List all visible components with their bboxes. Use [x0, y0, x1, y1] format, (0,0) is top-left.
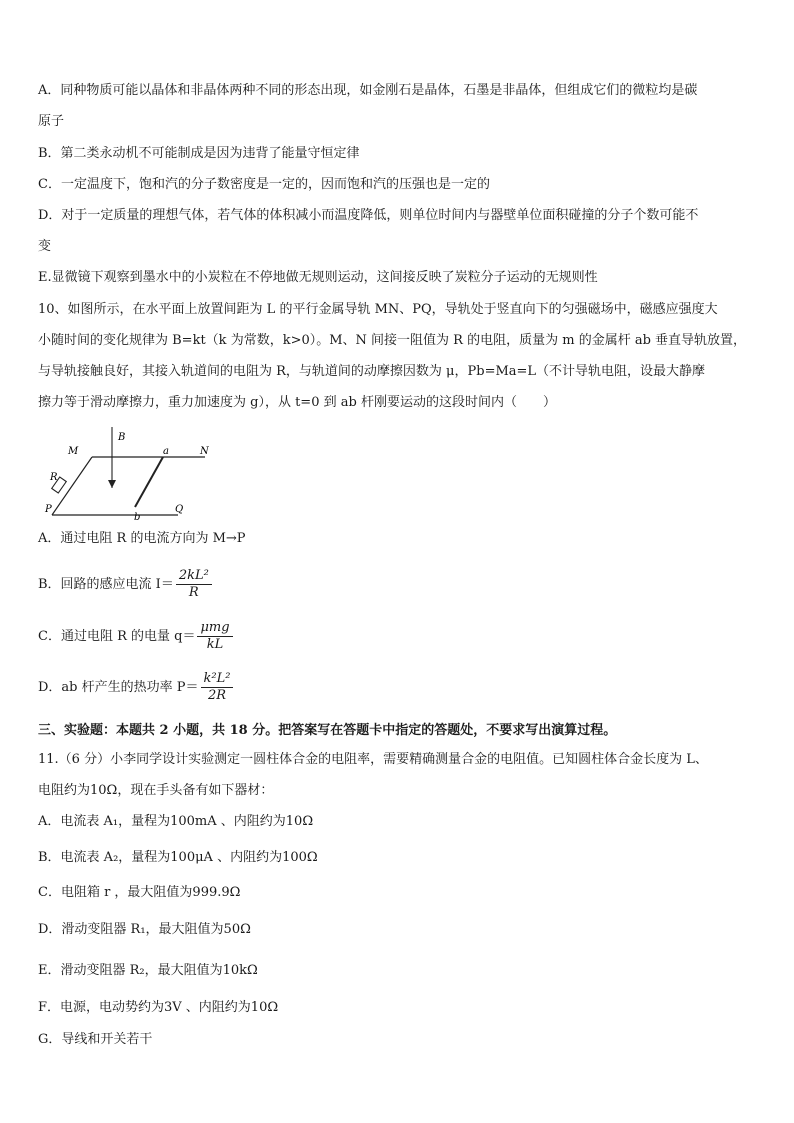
q10-figure: [40, 422, 230, 522]
fraction-numerator: 2kL²: [176, 568, 212, 585]
q9-option-e: E.显微镜下观察到墨水中的小炭粒在不停地做无规则运动，这间接反映了炭粒分子运动的无规则性: [38, 270, 598, 285]
q10-option-c-text: C．通过电阻 R 的电量 q＝: [38, 629, 196, 644]
q10-stem-line2: 小随时间的变化规律为 B=kt（k 为常数，k>0）。M、N 间接一阻值为 R 的电阻，质量为 m 的金属杆 ab 垂直导轨放置，: [38, 333, 747, 348]
q10-option-b: [38, 568, 758, 602]
section-3-heading: 三、实验题：本题共 2 小题，共 18 分。把答案写在答题卡中指定的答题处，不要求写出演算过程。: [38, 723, 617, 738]
figure-label-a: a: [163, 446, 169, 457]
q10-stem-line1: 10、如图所示，在水平面上放置间距为 L 的平行金属导轨 MN、PQ，导轨处于竖直向下的匀强磁场中，磁感应强度大: [38, 302, 718, 317]
q10-option-d-fraction: [201, 671, 234, 704]
q11-stem-line1: 11.（6 分）小李同学设计实验测定一圆柱体合金的电阻率，需要精确测量合金的电阻值。已知圆柱体合金长度为 L、: [38, 752, 708, 767]
q9-option-c: C．一定温度下，饱和汽的分子数密度是一定的，因而饱和汽的压强也是一定的: [38, 177, 490, 192]
q9-option-a-line2: 原子: [38, 114, 65, 129]
q11-item-f: F．电源，电动势约为3V 、内阻约为10Ω: [38, 1000, 279, 1015]
q10-option-d: [38, 671, 758, 705]
q11-stem-line2: 电阻约为10Ω，现在手头备有如下器材：: [38, 783, 274, 798]
q9-option-d-line2: 变: [38, 239, 52, 254]
q10-option-a: A．通过电阻 R 的电流方向为 M→P: [38, 531, 246, 546]
q11-item-c: C．电阻箱 r ，最大阻值为999.9Ω: [38, 885, 241, 900]
q9-option-a-line1: A．同种物质可能以晶体和非晶体两种不同的形态出现，如金刚石是晶体，石墨是非晶体，但组成它们的微粒均是碳: [38, 83, 698, 98]
fraction-denominator: R: [188, 585, 199, 600]
figure-label-b-field: B: [118, 432, 126, 443]
q11-item-b: B．电流表 A₂，量程为100μA 、内阻约为100Ω: [38, 850, 318, 865]
q10-option-c-fraction: [197, 620, 232, 653]
q9-option-b: B．第二类永动机不可能制成是因为违背了能量守恒定律: [38, 146, 360, 161]
figure-label-b: b: [134, 512, 141, 522]
figure-label-p: P: [45, 504, 52, 515]
figure-label-q: Q: [175, 504, 184, 515]
fraction-numerator: k²L²: [201, 671, 234, 688]
q10-option-b-text: B．回路的感应电流 I＝: [38, 577, 174, 592]
figure-label-m: M: [68, 446, 79, 457]
q10-option-d-text: D．ab 杆产生的热功率 P＝: [38, 680, 199, 695]
q11-item-e: E．滑动变阻器 R₂，最大阻值为10kΩ: [38, 963, 258, 978]
q11-item-g: G．导线和开关若干: [38, 1032, 153, 1047]
q10-stem-line3: 与导轨接触良好，其接入轨道间的电阻为 R，与轨道间的动摩擦因数为 μ，Pb=Ma=L（不计导轨电阻，设最大静摩: [38, 364, 706, 379]
fraction-numerator: μmg: [197, 620, 232, 637]
q11-item-a: A．电流表 A₁，量程为100mA 、内阻约为10Ω: [38, 814, 314, 829]
fraction-denominator: 2R: [207, 688, 227, 703]
q10-stem-line4: 擦力等于滑动摩擦力，重力加速度为 g），从 t=0 到 ab 杆刚要运动的这段时间内（ ）: [38, 395, 556, 410]
figure-label-n: N: [200, 446, 209, 457]
figure-label-r: R: [50, 472, 58, 483]
q9-option-d-line1: D．对于一定质量的理想气体，若气体的体积减小而温度降低，则单位时间内与器壁单位面积碰撞的分子个数可能不: [38, 208, 699, 223]
q10-option-c: [38, 620, 758, 654]
fraction-denominator: kL: [206, 637, 224, 652]
q11-item-d: D．滑动变阻器 R₁，最大阻值为50Ω: [38, 922, 251, 937]
q10-option-b-fraction: [176, 568, 212, 601]
